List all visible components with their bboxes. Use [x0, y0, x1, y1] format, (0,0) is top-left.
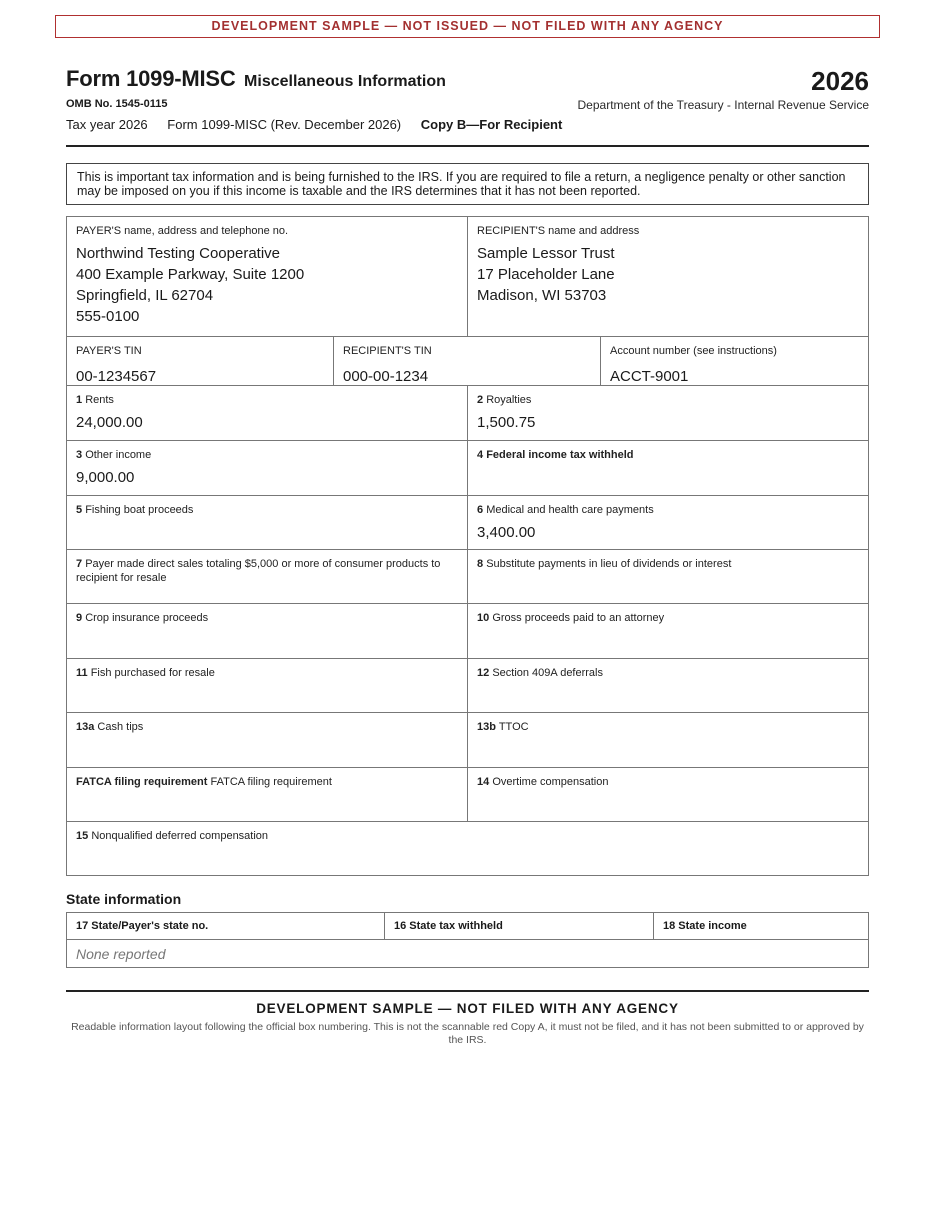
box-label: Substitute payments in lieu of dividends or interest — [486, 558, 732, 570]
account-number-box — [600, 336, 869, 386]
recipient-line: 17 Placeholder Lane — [477, 266, 615, 283]
box-value: 9,000.00 — [76, 469, 135, 486]
box-label: Cash tips — [97, 721, 144, 733]
box-label: Payer made direct sales totaling $5,000 or more of consumer products to recipient for resale — [76, 558, 441, 584]
box-11-fish-purchased — [66, 658, 468, 713]
state-col-header: 17 State/Payer's state no. — [67, 913, 385, 940]
box-15-nqdc — [66, 821, 869, 876]
state-header-row — [67, 913, 869, 940]
box-number: 1 — [76, 394, 83, 406]
account-number-value: ACCT-9001 — [610, 368, 689, 385]
state-col-header: 18 State income — [654, 913, 869, 940]
state-col-header: 16 State tax withheld — [385, 913, 654, 940]
box-number: 12 — [477, 667, 490, 679]
box-number: 6 — [477, 504, 484, 516]
box-label: Rents — [85, 394, 114, 406]
header-divider — [66, 145, 869, 147]
payer-tin-label: PAYER'S TIN — [76, 345, 142, 357]
footer-title: DEVELOPMENT SAMPLE — NOT FILED WITH ANY AGENCY — [256, 1001, 679, 1016]
fatca-box — [66, 767, 468, 822]
box-number: 14 — [477, 776, 490, 788]
box-1-rents — [66, 385, 468, 441]
box-value: 3,400.00 — [477, 524, 536, 541]
recipient-line: Sample Lessor Trust — [477, 245, 615, 262]
form-year: 2026 — [811, 66, 869, 96]
box-number: 5 — [76, 504, 83, 516]
box-number: 13a — [76, 721, 95, 733]
box-label: Crop insurance proceeds — [85, 612, 209, 624]
payer-line: Northwind Testing Cooperative — [76, 245, 281, 262]
box-label: Other income — [85, 449, 152, 461]
form-number: Form 1099-MISC — [66, 66, 236, 91]
payer-tin-box — [66, 336, 334, 386]
box-label: FATCA filing requirement — [210, 776, 332, 788]
box-number: 13b — [477, 721, 496, 733]
box-2-royalties — [467, 385, 869, 441]
department-name: Department of the Treasury - Internal Revenue Service — [577, 98, 869, 112]
box-number: 9 — [76, 612, 83, 624]
box-label: Section 409A deferrals — [492, 667, 603, 679]
recipient-line: Madison, WI 53703 — [477, 287, 607, 304]
box-number: 10 — [477, 612, 490, 624]
box-13b-ttoc — [467, 712, 869, 768]
box-number: 4 — [477, 449, 484, 461]
footer-divider — [66, 990, 869, 992]
payer-label: PAYER'S name, address and telephone no. — [76, 225, 289, 237]
footer-disclaimer: Readable information layout following the official box numbering. This is not the scannable red Copy A, it must not be filed, and it has not been submitted to or approved by the IRS. — [71, 1021, 864, 1046]
box-label: Fishing boat proceeds — [85, 504, 194, 516]
payer-box — [66, 216, 468, 337]
state-empty-row — [67, 940, 869, 968]
payer-tin-value: 00-1234567 — [76, 368, 157, 385]
form-subtitle: Miscellaneous Information — [244, 73, 446, 90]
box-5-fishing-boat-proceeds — [66, 495, 468, 550]
recipient-tin-box — [333, 336, 601, 386]
form-meta-line — [66, 117, 578, 132]
development-banner: DEVELOPMENT SAMPLE — NOT ISSUED — NOT FILED WITH ANY AGENCY — [55, 15, 880, 38]
box-value: 1,500.75 — [477, 414, 536, 431]
box-number: 3 — [76, 449, 83, 461]
recipient-label: RECIPIENT'S name and address — [477, 225, 640, 237]
form-title — [66, 66, 446, 92]
payer-line: 555-0100 — [76, 308, 140, 325]
box-14-overtime — [467, 767, 869, 822]
box-number: 2 — [477, 394, 484, 406]
payer-line: Springfield, IL 62704 — [76, 287, 214, 304]
box-number: 8 — [477, 558, 484, 570]
box-value: 24,000.00 — [76, 414, 143, 431]
form-revision: Form 1099-MISC (Rev. December 2026) — [167, 117, 402, 132]
box-number: 11 — [76, 667, 88, 679]
tax-year: Tax year 2026 — [66, 117, 148, 132]
recipient-tin-label: RECIPIENT'S TIN — [343, 345, 432, 357]
box-label: Royalties — [486, 394, 532, 406]
box-6-medical-payments — [467, 495, 869, 550]
box-13a-cash-tips — [66, 712, 468, 768]
state-info-title: State information — [66, 891, 182, 907]
copy-designation: Copy B—For Recipient — [420, 117, 563, 132]
box-7-direct-sales — [66, 549, 468, 604]
box-3-other-income — [66, 440, 468, 496]
box-9-crop-insurance — [66, 603, 468, 659]
omb-number: OMB No. 1545-0115 — [66, 98, 168, 110]
box-8-substitute-payments — [467, 549, 869, 604]
box-label: Nonqualified deferred compensation — [91, 830, 269, 842]
box-10-attorney-proceeds — [467, 603, 869, 659]
state-info-table — [66, 912, 869, 968]
recipient-tin-value: 000-00-1234 — [343, 368, 429, 385]
box-label: Gross proceeds paid to an attorney — [492, 612, 665, 624]
tax-notice: This is important tax information and is being furnished to the IRS. If you are required to file a return, a negligence penalty or other sanction may be imposed on you if this income is taxable and the IRS determines that it has not been reported. — [66, 163, 869, 205]
box-4-federal-tax-withheld — [467, 440, 869, 496]
box-12-409a-deferrals — [467, 658, 869, 713]
box-number: 15 — [76, 830, 89, 842]
box-number: FATCA filing requirement — [76, 776, 208, 788]
box-label: Medical and health care payments — [486, 504, 654, 516]
box-number: 7 — [76, 558, 83, 570]
recipient-box — [467, 216, 869, 337]
account-number-label: Account number (see instructions) — [610, 345, 777, 357]
box-label: Federal income tax withheld — [486, 449, 634, 461]
box-label: TTOC — [498, 721, 529, 733]
box-label: Fish purchased for resale — [90, 667, 215, 679]
payer-line: 400 Example Parkway, Suite 1200 — [76, 266, 305, 283]
box-label: Overtime compensation — [492, 776, 609, 788]
state-empty-text: None reported — [67, 940, 869, 968]
